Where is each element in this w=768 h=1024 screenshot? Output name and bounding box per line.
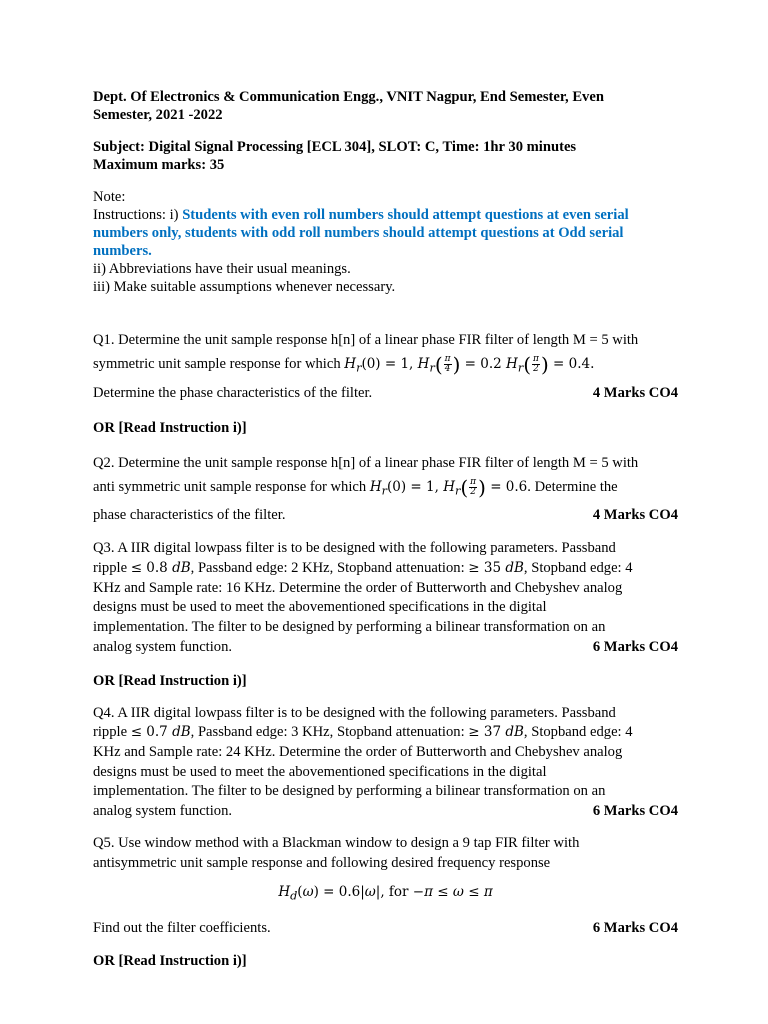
q4-atten-value: ≥ 37 dB [468,724,524,741]
q4-last-row [93,802,678,822]
q2-line-1: Q2. Determine the unit sample response h[n] of a linear phase FIR filter of length M = 5 with [93,454,639,471]
question-3 [93,539,678,657]
q2-line-2-end: . Determine the [527,478,618,495]
q2-marks: 4 Marks CO4 [592,507,678,524]
question-4 [93,704,678,822]
q1-last-row [93,381,678,405]
q3-line-5: implementation. The filter to be designed by performing a bilinear transformation on an [93,619,606,636]
q3-ripple-label: ripple [93,560,131,577]
q1-marks: 4 Marks CO4 [592,384,678,401]
exam-subject [93,138,678,174]
q1-line-2 [93,352,678,381]
q2-line-2-text: anti symmetric unit sample response for which [93,478,370,495]
q3-line-4: designs must be used to meet the abovementioned specifications in the digital [93,599,547,616]
q2-last-row [93,503,678,527]
q3-stopband-text: , Stopband edge: 4 [523,560,633,577]
exam-page [93,88,678,970]
q2-line-2 [93,475,678,504]
q3-marks: 6 Marks CO4 [592,638,678,655]
instruction-ii: ii) Abbreviations have their usual meanings. [93,261,351,277]
q3-last-row [93,638,678,658]
header-line-1: Dept. Of Electronics & Communication Engg., VNIT Nagpur, End Semester, Even [93,89,604,105]
question-5 [93,834,678,939]
q4-stopband-text: , Stopband edge: 4 [523,724,633,741]
q5-marks: 6 Marks CO4 [592,919,678,936]
q5-line-1: Q5. Use window method with a Blackman window to design a 9 tap FIR filter with [93,834,580,851]
q2-math-expr: $H_r(0) = 1$, $H_r$( $\frac{\pi}{2}$ ) = 0.6 [369,475,528,500]
q1-line-3: Determine the phase characteristics of the filter. [93,384,373,401]
header-line-2: Semester, 2021 -2022 [93,107,223,123]
subject-line: Subject: Digital Signal Processing [ECL 304], SLOT: C, Time: 1hr 30 minutes [93,139,577,155]
question-2 [93,451,678,528]
q1-line-1: Q1. Determine the unit sample response h[n] of a linear phase FIR filter of length M = 5 with [93,332,639,348]
q3-passband-text: , Passband edge: 2 KHz, Stopband attenuation: [190,560,469,577]
q4-passband-text: , Passband edge: 3 KHz, Stopband attenuation: [190,724,469,741]
q4-line-1: Q4. A IIR digital lowpass filter is to be designed with the following parameters. Passband [93,704,616,721]
instruction-iii: iii) Make suitable assumptions whenever necessary. [93,279,396,295]
instructions-block [93,188,678,296]
instruction-prefix: Instructions: i) [93,207,183,223]
q1-line-2-text: symmetric unit sample response for which [93,356,345,372]
q4-line-4: designs must be used to meet the abovementioned specifications in the digital [93,763,547,780]
q4-ripple-value: ≤ 0.7 dB [130,724,191,741]
q4-line-6: analog system function. [93,803,233,820]
q2-line-3: phase characteristics of the filter. [93,507,286,524]
q5-line-2: antisymmetric unit sample response and following desired frequency response [93,854,551,871]
q1-math-expr: $H_r(0) = 1$, $H_r$( $\frac{\pi}{4}$ ) = 0.2 $H_r$( $\frac{\pi}{2}$ ) = 0.4. [344,352,595,377]
q4-line-3: KHz and Sample rate: 24 KHz. Determine the order of Butterworth and Chebyshev analog [93,744,623,760]
q3-atten-value: ≥ 35 dB [468,560,524,577]
q3-line-6: analog system function. [93,638,233,655]
q3-line-2 [93,559,678,579]
note-label: Note: [93,189,126,205]
q3-ripple-value: ≤ 0.8 dB [130,560,191,577]
q5-line-3: Find out the filter coefficients. [93,919,271,936]
q4-marks: 6 Marks CO4 [592,803,678,820]
exam-header [93,88,678,124]
q4-line-5: implementation. The filter to be designed by performing a bilinear transformation on an [93,783,606,800]
instruction-i-highlight: Students with even roll numbers should attempt questions at even serial numbers only, students with odd roll numbers should attempt questions at Odd serial numbers. [93,207,629,259]
q3-line-3: KHz and Sample rate: 16 KHz. Determine the order of Butterworth and Chebyshev analog [93,579,623,596]
q4-ripple-label: ripple [93,724,131,741]
or-label-1: OR [Read Instruction i)] [93,419,247,436]
max-marks-line: Maximum marks: 35 [93,157,225,173]
instruction-i [93,206,678,260]
q5-equation: $H_d(\omega) = 0.6|\omega|$, for −π ≤ ω ≤ π [278,884,493,903]
q5-last-row [93,919,678,939]
q4-line-2 [93,723,678,743]
question-1 [93,328,678,405]
or-label-2: OR [Read Instruction i)] [93,672,247,689]
q3-line-1: Q3. A IIR digital lowpass filter is to be designed with the following parameters. Passband [93,540,616,557]
or-label-3: OR [Read Instruction i)] [93,953,247,970]
